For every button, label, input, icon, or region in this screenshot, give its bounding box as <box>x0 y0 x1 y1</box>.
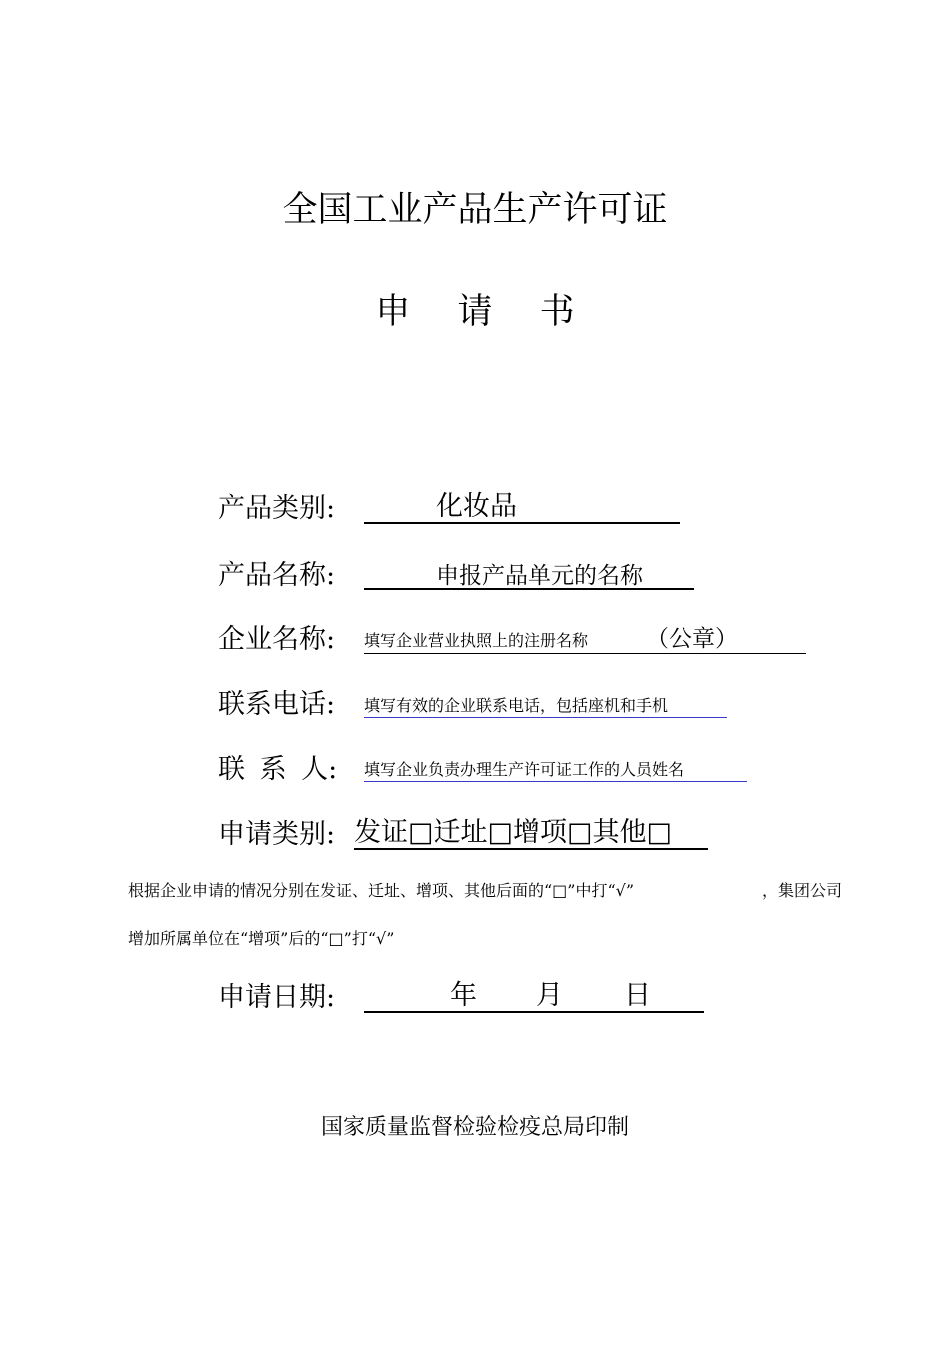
instruction-line-1: 根据企业申请的情况分别在发证、迁址、增项、其他后面的“□”中打“√” <box>128 881 635 900</box>
category-label: 产品类别: <box>218 493 336 524</box>
product-name-field[interactable] <box>364 561 694 590</box>
subtitle-char: 书 <box>539 292 575 332</box>
issuer-footer: 国家质量监督检验检疫总局印制 <box>320 1115 629 1140</box>
apply-type-options: 发证□迁址□增项□其他□ <box>354 817 673 848</box>
date-month-unit: 月 <box>536 980 563 1011</box>
company-name-field[interactable] <box>364 628 806 654</box>
category-value: 化妆品 <box>436 491 517 522</box>
contact-field[interactable] <box>364 758 747 782</box>
instruction-line-2: 增加所属单位在“增项”后的“□”打“√” <box>128 929 395 948</box>
subtitle-char: 申 <box>375 292 411 332</box>
date-day-unit: 日 <box>624 980 651 1011</box>
apply-type-label: 申请类别: <box>218 819 336 850</box>
apply-date-label: 申请日期: <box>218 982 336 1013</box>
company-seal-note: （公章） <box>646 626 738 652</box>
date-year-unit: 年 <box>450 980 477 1011</box>
subtitle-char: 请 <box>457 292 493 332</box>
phone-value: 填写有效的企业联系电话，包括座机和手机 <box>364 696 669 715</box>
product-name-label: 产品名称: <box>218 560 336 591</box>
phone-label: 联系电话: <box>218 689 336 720</box>
apply-type-field[interactable] <box>354 818 708 850</box>
phone-field[interactable] <box>364 694 727 718</box>
company-name-label: 企业名称: <box>218 624 336 655</box>
instruction-line-1-tail: ，集团公司 <box>762 881 843 900</box>
apply-date-field[interactable] <box>364 981 704 1013</box>
contact-value: 填写企业负责办理生产许可证工作的人员姓名 <box>364 760 685 779</box>
document-title: 全国工业产品生产许可证 <box>282 190 668 230</box>
category-field[interactable] <box>364 492 680 524</box>
contact-label: 联 系 人: <box>218 754 338 785</box>
product-name-value: 申报产品单元的名称 <box>436 563 643 589</box>
document-subtitle <box>0 290 950 334</box>
company-name-value: 填写企业营业执照上的注册名称 <box>364 631 589 650</box>
